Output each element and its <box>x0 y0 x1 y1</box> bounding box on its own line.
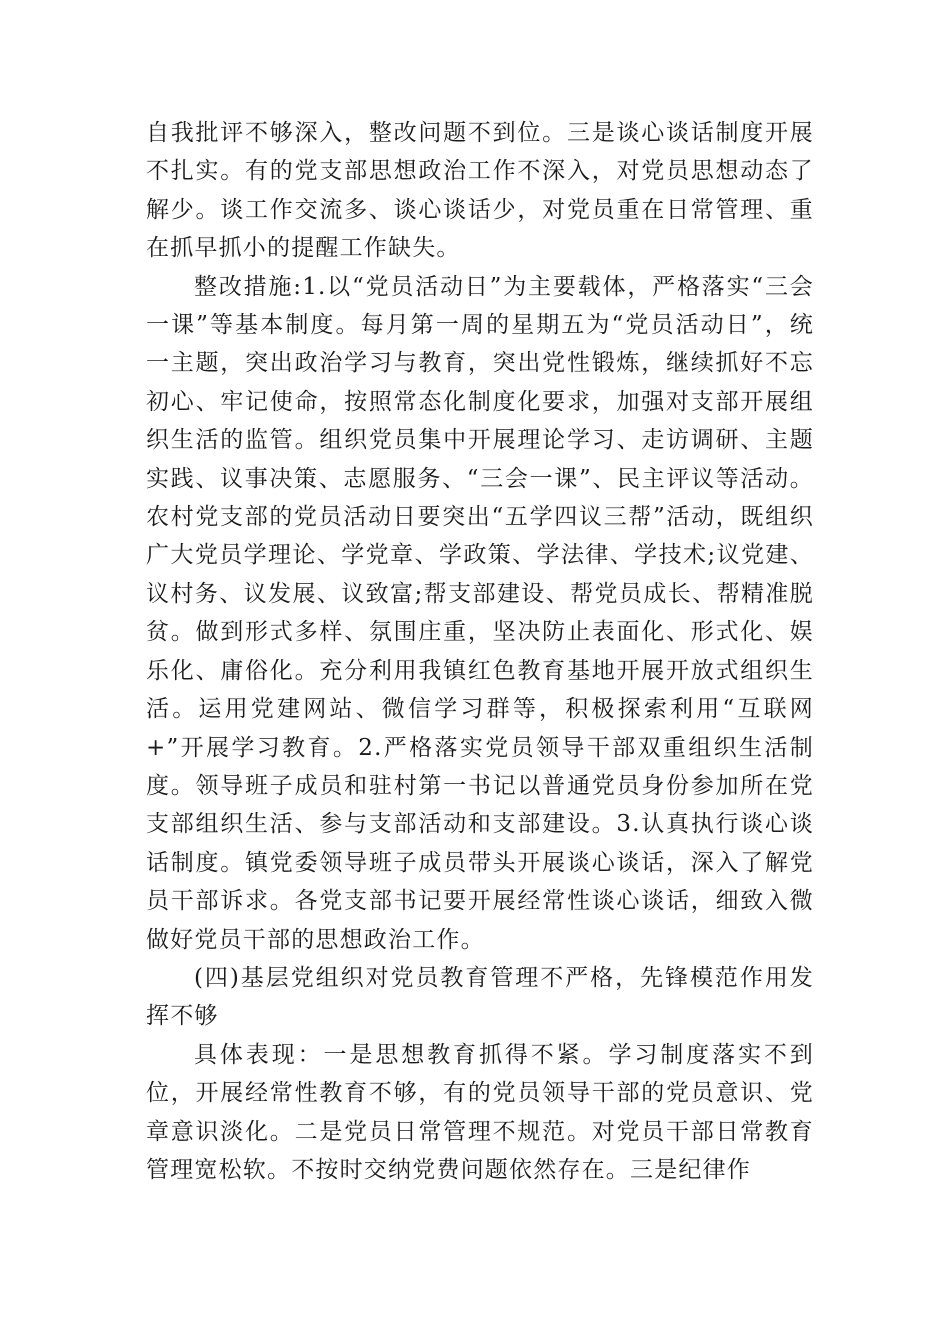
section-heading-four: (四)基层党组织对党员教育管理不严格，先锋模范作用发挥不够 <box>146 964 814 1030</box>
document-body <box>146 114 814 1189</box>
paragraph-self-criticism: 自我批评不够深入，整改问题不到位。三是谈心谈话制度开展不扎实。有的党支部思想政治工作不深入，对党员思想动态了解少。谈工作交流多、谈心谈话少，对党员重在日常管理、重在抓早抓小的提醒工作缺失。 <box>146 120 814 262</box>
paragraph-specific-performance: 具体表现：一是思想教育抓得不紧。学习制度落实不到位，开展经常性教育不够，有的党员领导干部的党员意识、党章意识淡化。二是党员日常管理不规范。对党员干部日常教育管理宽松软。不按时交纳党费问题依然存在。三是纪律作 <box>146 1041 814 1183</box>
paragraph-rectification-measures: 整改措施:1.以“党员活动日”为主要载体，严格落实“三会一课”等基本制度。每月第一周的星期五为“党员活动日”，统一主题，突出政治学习与教育，突出党性锻炼，继续抓好不忘初心、牢记使命，按照常态化制度化要求，加强对支部开展组织生活的监管。组织党员集中开展理论学习、走访调研、主题实践、议事决策、志愿服务、“三会一课”、民主评议等活动。农村党支部的党员活动日要突出“五学四议三帮”活动，既组织广大党员学理论、学党章、学政策、学法律、学技术;议党建、议村务、议发展、议致富;帮支部建设、帮党员成长、帮精准脱贫。做到形式多样、氛围庄重，坚决防止表面化、形式化、娱乐化、庸俗化。充分利用我镇红色教育基地开展开放式组织生活。运用党建网站、微信学习群等，积极探索利用“互联网+”开展学习教育。2.严格落实党员领导干部双重组织生活制度。领导班子成员和驻村第一书记以普通党员身份参加所在党支部组织生活、参与支部活动和支部建设。3.认真执行谈心谈话制度。镇党委领导班子成员带头开展谈心谈话，深入了解党员干部诉求。各党支部书记要开展经常性谈心谈话，细致入微做好党员干部的思想政治工作。 <box>146 273 814 953</box>
